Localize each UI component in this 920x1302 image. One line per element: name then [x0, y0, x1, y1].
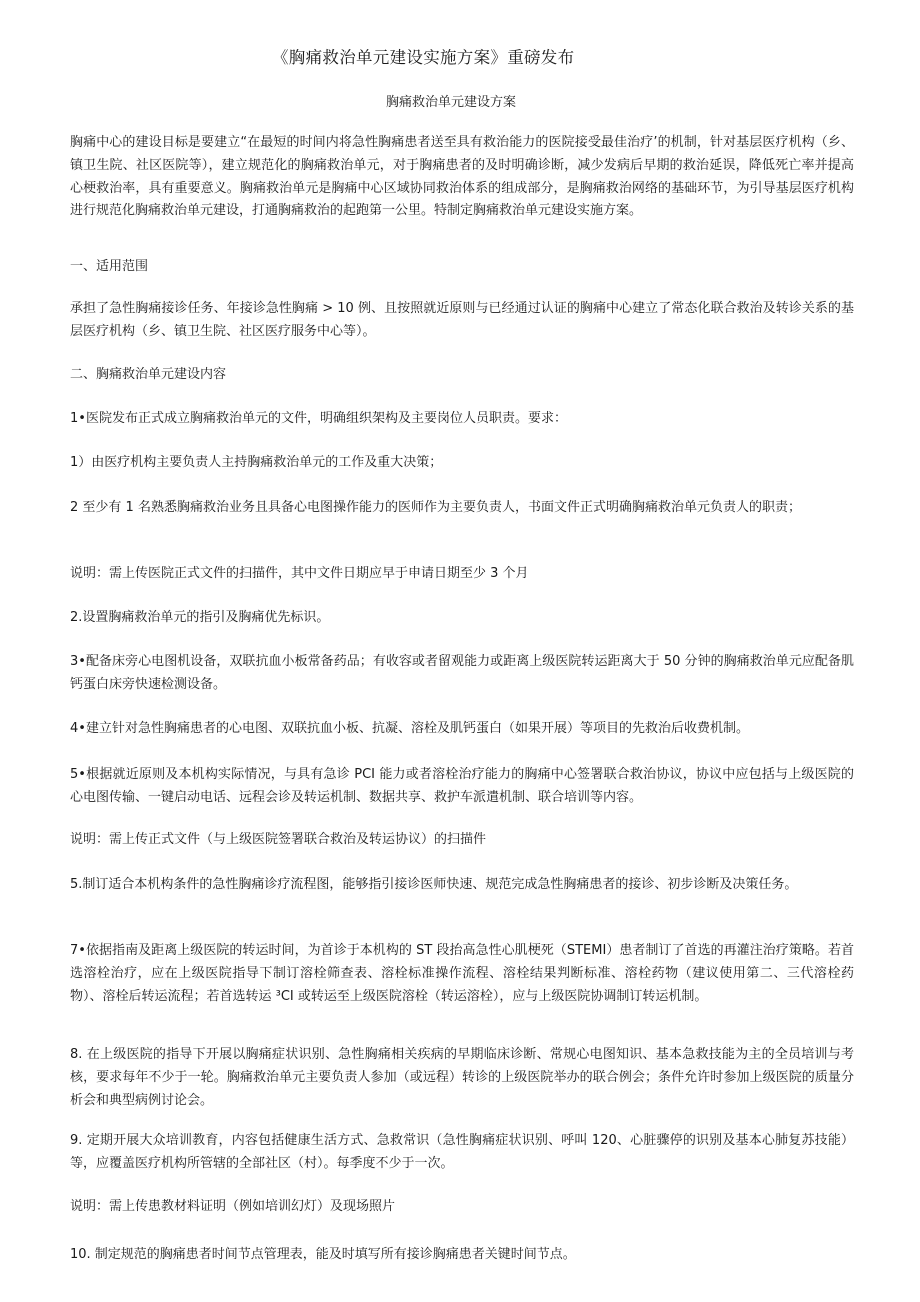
section-heading-content: 二、胸痛救治单元建设内容 — [70, 367, 227, 382]
section-heading-scope: 一、适用范围 — [70, 259, 149, 274]
item-3-paragraph: 3•配备床旁心电图机设备，双联抗血小板常备药品；有收容或者留观能力或距离上级医院转运距离大于 50 分钟的胸痛救治单元应配备肌钙蛋白床旁快速检测设备。 — [70, 654, 854, 692]
note-paragraph-2: 说明：需上传正式文件（与上级医院签署联合救治及转运协议）的扫描件 — [70, 832, 487, 847]
item-10-paragraph: 10. 制定规范的胸痛患者时间节点管理表，能及时填写所有接诊胸痛患者关键时间节点。 — [70, 1247, 576, 1262]
item-1-sub-1: 1）由医疗机构主要负责人主持胸痛救治单元的工作及重大决策； — [70, 455, 443, 470]
item-4-paragraph: 4•建立针对急性胸痛患者的心电图、双联抗血小板、抗凝、溶栓及肌钙蛋白（如果开展）等项目的先救治后收费机制。 — [70, 721, 749, 736]
document-subtitle: 胸痛救治单元建设方案 — [386, 95, 517, 110]
item-9-paragraph: 9. 定期开展大众培训教育，内容包括健康生活方式、急救常识（急性胸痛症状识别、呼叫 120、心脏骤停的识别及基本心肺复苏技能）等，应覆盖医疗机构所管辖的全部社区（村）。每季度不少于一次。 — [70, 1133, 854, 1171]
item-5-paragraph: 5•根据就近原则及本机构实际情况，与具有急诊 PCI 能力或者溶栓治疗能力的胸痛中心签署联合救治协议，协议中应包括与上级医院的心电图传输、一键启动电话、远程会诊及转运机制、数据共享、救护车派遣机制、联合培训等内容。 — [70, 767, 854, 805]
item-8-paragraph: 8. 在上级医院的指导下开展以胸痛症状识别、急性胸痛相关疾病的早期临床诊断、常规心电图知识、基本急救技能为主的全员培训与考核，要求每年不少于一轮。胸痛救治单元主要负责人参加（或远程）转诊的上级医院举办的联合例会；条件允许时参加上级医院的质量分析会和典型病例讨论会。 — [70, 1047, 854, 1108]
scope-paragraph: 承担了急性胸痛接诊任务、年接诊急性胸痛 > 10 例、且按照就近原则与已经通过认证的胸痛中心建立了常态化联合救治及转诊关系的基层医疗机构（乡、镇卫生院、社区医疗服务中心等）。 — [70, 301, 854, 339]
item-6-paragraph: 5.制订适合本机构条件的急性胸痛诊疗流程图，能够指引接诊医师快速、规范完成急性胸痛患者的接诊、初步诊断及决策任务。 — [70, 877, 798, 892]
note-paragraph-1: 说明：需上传医院正式文件的扫描件，其中文件日期应早于申请日期至少 3 个月 — [70, 566, 529, 581]
item-2-paragraph: 2.设置胸痛救治单元的指引及胸痛优先标识。 — [70, 610, 330, 625]
item-1-paragraph: 1•医院发布正式成立胸痛救治单元的文件，明确组织架构及主要岗位人员职责。要求： — [70, 411, 567, 426]
intro-paragraph: 胸痛中心的建设目标是要建立“在最短的时间内将急性胸痛患者送至具有救治能力的医院接受最佳治疗’的机制，针对基层医疗机构（乡、镇卫生院、社区医院等），建立规范化的胸痛救治单元，对于胸痛患者的及时明确诊断，减少发病后早期的救治延误，降低死亡率并提高心梗救治率，具有重要意义。胸痛救治单元是胸痛中心区域协同救治体系的组成部分，是胸痛救治网络的基础环节，为引导基层医疗机构进行规范化胸痛救治单元建设，打通胸痛救治的起跑第一公里。特制定胸痛救治单元建设实施方案。 — [70, 135, 854, 219]
item-7-paragraph: 7•依据指南及距离上级医院的转运时间，为首诊于本机构的 ST 段抬高急性心肌梗死（STEMI）患者制订了首选的再灌注治疗策略。若首选溶栓治疗，应在上级医院指导下制订溶栓筛查表、溶栓标准操作流程、溶栓结果判断标准、溶栓药物（建议使用第二、三代溶栓药物）、溶栓后转运流程；若首选转运 ³CI 或转运至上级医院溶栓（转运溶栓），应与上级医院协调制订转运机制。 — [70, 943, 854, 1004]
document-title: 《胸痛救治单元建设实施方案》重磅发布 — [272, 48, 575, 67]
item-1-sub-2: 2 至少有 1 名熟悉胸痛救治业务且具备心电图操作能力的医师作为主要负责人，书面文件正式明确胸痛救治单元负责人的职责； — [70, 500, 801, 515]
note-paragraph-3: 说明：需上传患教材料证明（例如培训幻灯）及现场照片 — [70, 1199, 396, 1214]
